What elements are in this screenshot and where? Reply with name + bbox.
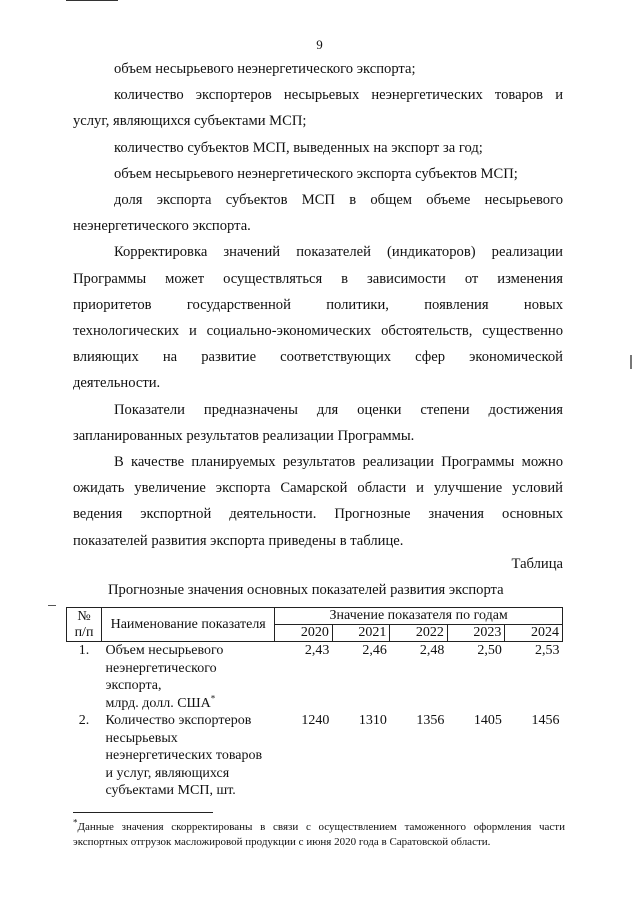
- row-name-line: несырьевых: [105, 730, 178, 746]
- text-line: количество экспортеров несырьевых неэнергетических товаров и: [114, 87, 563, 104]
- row-value: 2,53: [535, 643, 560, 658]
- row-number: 2.: [78, 713, 90, 728]
- header-year: 2024: [505, 625, 563, 642]
- row-name: [102, 712, 275, 800]
- header-year: 2021: [332, 625, 390, 642]
- row-name-line: Количество экспортеров: [105, 713, 252, 728]
- row-value: 2,46: [362, 643, 387, 658]
- footnote-divider: [73, 812, 213, 813]
- table-caption: Прогнозные значения основных показателей развития экспорта: [108, 582, 504, 598]
- text-line: Корректировка значений показателей (индикаторов) реализации: [114, 244, 563, 261]
- text-line: Программы может осуществляться в зависимости от изменения: [73, 270, 563, 287]
- text-line: В качестве планируемых результатов реализации Программы можно: [114, 454, 563, 471]
- text-line: Показатели предназначены для оценки степени достижения: [114, 401, 563, 418]
- text-line: доля экспорта субъектов МСП в общем объеме несырьевого: [114, 192, 563, 209]
- corner-mark: [66, 0, 118, 1]
- row-value: 1405: [473, 713, 502, 728]
- header-year: 2023: [447, 625, 505, 642]
- text-line: неэнергетического экспорта.: [73, 218, 251, 235]
- text-line: запланированных результатов реализации Программы.: [73, 427, 415, 444]
- footnote-text: Данные значения скорректированы в связи с осуществлением таможенного оформления части экспортных отгрузок масложировой продукции с июня 2020 года в Саратовской области.: [73, 821, 565, 848]
- text-line: приоритетов государственной политики, появления новых: [73, 296, 563, 313]
- margin-mark: [630, 355, 632, 369]
- body-text: [73, 56, 563, 554]
- row-value: 2,43: [304, 643, 330, 658]
- header-name: Наименование показателя: [102, 608, 275, 642]
- row-name-line: [105, 692, 275, 713]
- page-number: 9: [316, 37, 323, 52]
- header-year: 2022: [390, 625, 448, 642]
- row-name-line: неэнергетического: [105, 660, 217, 676]
- footnote-marker: *: [210, 692, 216, 703]
- header-year: 2020: [275, 625, 333, 642]
- row-value: 1310: [358, 713, 387, 728]
- row-value: 2,48: [419, 643, 445, 658]
- header-values-group: Значение показателя по годам: [275, 608, 563, 625]
- table-row: [67, 712, 563, 800]
- header-number-line2: п/п: [74, 624, 94, 640]
- row-name-line: и услуг, являющихся: [105, 765, 230, 781]
- text-line: ожидать увеличение экспорта Самарской области и улучшение условий: [73, 480, 563, 497]
- text-line: ведения экспортной деятельности. Прогнозные значения основных: [73, 506, 563, 523]
- text-line: услуг, являющихся субъектами МСП;: [73, 113, 307, 130]
- row-value: 1456: [531, 713, 560, 728]
- footnote: [73, 817, 565, 850]
- text-line: объем несырьевого неэнергетического экспорта;: [114, 61, 416, 77]
- row-name: [102, 642, 275, 713]
- text-line: технологических и социально-экономических обстоятельств, существенно: [73, 323, 563, 340]
- indicators-table: [66, 607, 563, 800]
- row-name-line: экспорта,: [105, 678, 162, 693]
- table-label: Таблица: [511, 556, 563, 572]
- footnote-marker: *: [73, 817, 78, 828]
- row-value: 1240: [301, 713, 330, 728]
- header-number: [67, 608, 102, 642]
- text-line: деятельности.: [73, 375, 161, 392]
- header-number-line1: №: [77, 608, 91, 624]
- margin-mark: [48, 605, 56, 606]
- text-line: показателей развития экспорта приведены в таблице.: [73, 532, 404, 549]
- row-value: 1356: [416, 713, 445, 728]
- row-name-line: субъектами МСП, шт.: [105, 783, 236, 798]
- row-name-line: Объем несырьевого: [105, 643, 224, 658]
- text-line: количество субъектов МСП, выведенных на экспорт за год;: [114, 139, 483, 156]
- row-name-line: неэнергетических товаров: [105, 748, 263, 763]
- row-number: 1.: [78, 643, 90, 658]
- row-value: 2,50: [477, 643, 502, 658]
- table-row: [67, 642, 563, 713]
- text-line: влияющих на развитие соответствующих сфер экономической: [73, 349, 563, 366]
- row-name-text: млрд. долл. США: [105, 695, 211, 711]
- text-line: объем несырьевого неэнергетического экспорта субъектов МСП;: [114, 165, 518, 182]
